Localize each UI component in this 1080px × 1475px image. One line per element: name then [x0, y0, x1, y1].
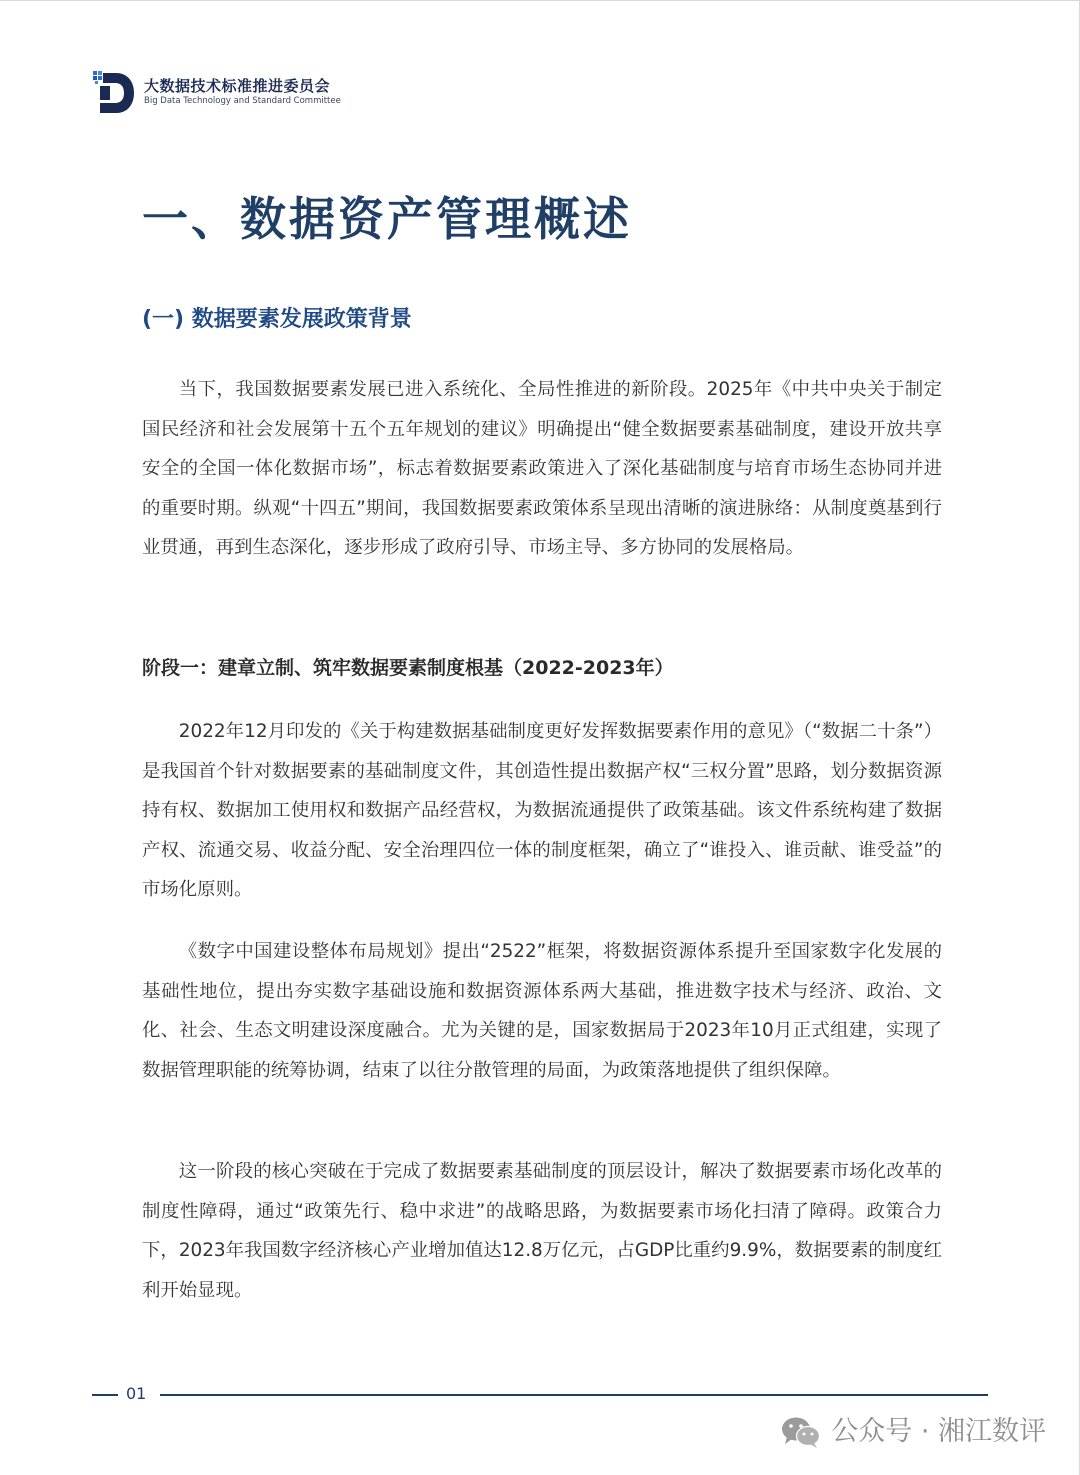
org-header: [92, 68, 341, 116]
stage1-paragraph-3: 这一阶段的核心突破在于完成了数据要素基础制度的顶层设计，解决了数据要素市场化改革的制度性障碍，通过“政策先行、稳中求进”的战略思路，为数据要素市场化扫清了障碍。政策合力下，2023年我国数字经济核心产业增加值达12.8万亿元，占GDP比重约9.9%，数据要素的制度红利开始显现。: [142, 1161, 942, 1301]
page-top-edge: [0, 0, 1080, 1]
intro-block: [142, 370, 942, 568]
footer-rule-left: [92, 1394, 118, 1396]
org-name-cn: 大数据技术标准推进委员会: [144, 77, 331, 95]
stage1-heading: 阶段一：建章立制、筑牢数据要素制度根基（2022-2023年）: [142, 657, 674, 679]
watermark-text: 公众号 · 湘江数评: [831, 1416, 1046, 1447]
footer-rule-right: [160, 1394, 988, 1396]
section-title: (一) 数据要素发展政策背景: [142, 307, 412, 332]
wechat-icon: [781, 1415, 821, 1449]
stage1-paragraph-2: 《数字中国建设整体布局规划》提出“2522”框架，将数据资源体系提升至国家数字化发展的基础性地位，提出夯实数字基础设施和数据资源体系两大基础，推进数字技术与经济、政治、文化、社会、生态文明建设深度融合。尤为关键的是，国家数据局于2023年10月正式组建，实现了数据管理职能的统筹协调，结束了以往分散管理的局面，为政策落地提供了组织保障。: [142, 941, 942, 1081]
stage1-paragraph-3-block: [142, 1152, 942, 1310]
stage1-paragraph-1-block: [142, 712, 942, 910]
stage1-paragraph-2-block: [142, 932, 942, 1090]
intro-paragraph: 当下，我国数据要素发展已进入系统化、全局性推进的新阶段。2025年《中共中央关于制定国民经济和社会发展第十五个五年规划的建议》明确提出“健全数据要素基础制度，建设开放共享安全的全国一体化数据市场”，标志着数据要素政策进入了深化基础制度与培育市场生态协同并进的重要时期。纵观“十四五”期间，我国数据要素政策体系呈现出清晰的演进脉络：从制度奠基到行业贯通，再到生态深化，逐步形成了政府引导、市场主导、多方协同的发展格局。: [142, 379, 942, 558]
page-number: 01: [126, 1384, 147, 1403]
wechat-watermark: [781, 1410, 1046, 1454]
stage1-paragraph-1: 2022年12月印发的《关于构建数据基础制度更好发挥数据要素作用的意见》（“数据二十条”）是我国首个针对数据要素的基础制度文件，其创造性提出数据产权“三权分置”思路，划分数据资源持有权、数据加工使用权和数据产品经营权，为数据流通提供了政策基础。该文件系统构建了数据产权、流通交易、收益分配、安全治理四位一体的制度框架，确立了“谁投入、谁贡献、谁受益”的市场化原则。: [142, 721, 942, 900]
org-name-en: Big Data Technology and Standard Committee: [144, 96, 341, 106]
bdtsc-d-logo-icon: [92, 69, 136, 115]
org-name-block: [144, 77, 341, 107]
chapter-title: 一、数据资产管理概述: [142, 192, 632, 246]
